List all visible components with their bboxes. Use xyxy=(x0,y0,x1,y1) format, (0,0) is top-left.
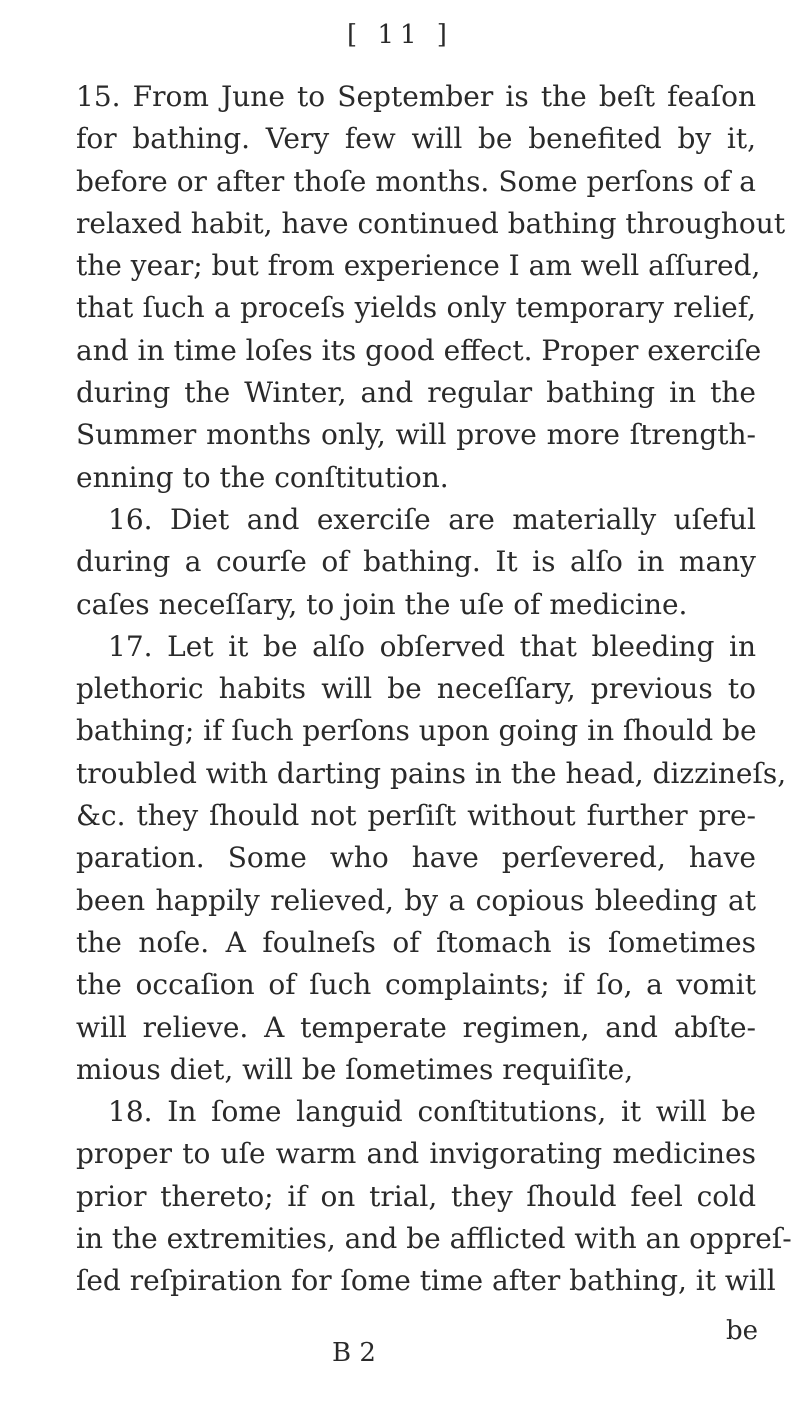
text-line: will relieve. A temperate regimen, and abſte- xyxy=(76,1010,756,1044)
text-line: in the extremities, and be afflicted with an oppreſ- xyxy=(76,1222,792,1256)
text-line: prior thereto; if on trial, they ſhould feel cold xyxy=(76,1179,756,1213)
text-line: Summer months only, will prove more ſtrength- xyxy=(76,418,756,452)
body-text xyxy=(76,76,792,1303)
text-line: enning to the conſtitution. xyxy=(76,460,449,494)
text-line: troubled with darting pains in the head, dizzineſs, xyxy=(76,756,787,790)
text-line: been happily relieved, by a copious bleeding at xyxy=(76,883,756,917)
text-line: 17. Let it be alſo obſerved that bleeding in xyxy=(108,629,756,663)
text-line: &c. they ſhould not perſiſt without further pre- xyxy=(76,799,756,833)
text-line: during the Winter, and regular bathing in the xyxy=(76,376,756,410)
text-line: the noſe. A foulneſs of ſtomach is ſometimes xyxy=(76,925,756,959)
text-line: the occaſion of ſuch complaints; if ſo, a vomit xyxy=(76,968,756,1002)
text-line: for bathing. Very few will be benefited by it, xyxy=(76,122,756,156)
text-line: ſed reſpiration for ſome time after bathing, it will xyxy=(76,1264,776,1298)
catchword: be xyxy=(726,1316,759,1346)
text-line: that ſuch a proceſs yields only temporary relief, xyxy=(76,291,756,325)
text-line: and in time loſes its good effect. Proper exerciſe xyxy=(76,333,762,367)
text-line: caſes neceſſary, to join the uſe of medicine. xyxy=(76,587,688,621)
text-line: mious diet, will be ſometimes requiſite, xyxy=(76,1052,634,1086)
text-line: the year; but from experience I am well aſſured, xyxy=(76,249,761,283)
text-line: during a courſe of bathing. It is alſo in many xyxy=(76,545,756,579)
text-line: plethoric habits will be neceſſary, previous to xyxy=(76,672,756,706)
text-line: bathing; if ſuch perſons upon going in ſhould be xyxy=(76,714,757,748)
text-line: 16. Diet and exerciſe are materially uſeful xyxy=(108,502,756,536)
text-line: before or after thoſe months. Some perſons of a xyxy=(76,164,756,198)
text-line: proper to uſe warm and invigorating medicines xyxy=(76,1137,756,1171)
text-line: 15. From June to September is the beſt feaſon xyxy=(76,80,756,113)
signature-mark: B 2 xyxy=(332,1338,376,1368)
text-line: relaxed habit, have continued bathing throughout xyxy=(76,206,786,240)
page-number: [ 11 ] xyxy=(347,20,453,50)
text-line: 18. In ſome languid conſtitutions, it will be xyxy=(108,1095,756,1129)
text-line: paration. Some who have perſevered, have xyxy=(76,841,756,875)
